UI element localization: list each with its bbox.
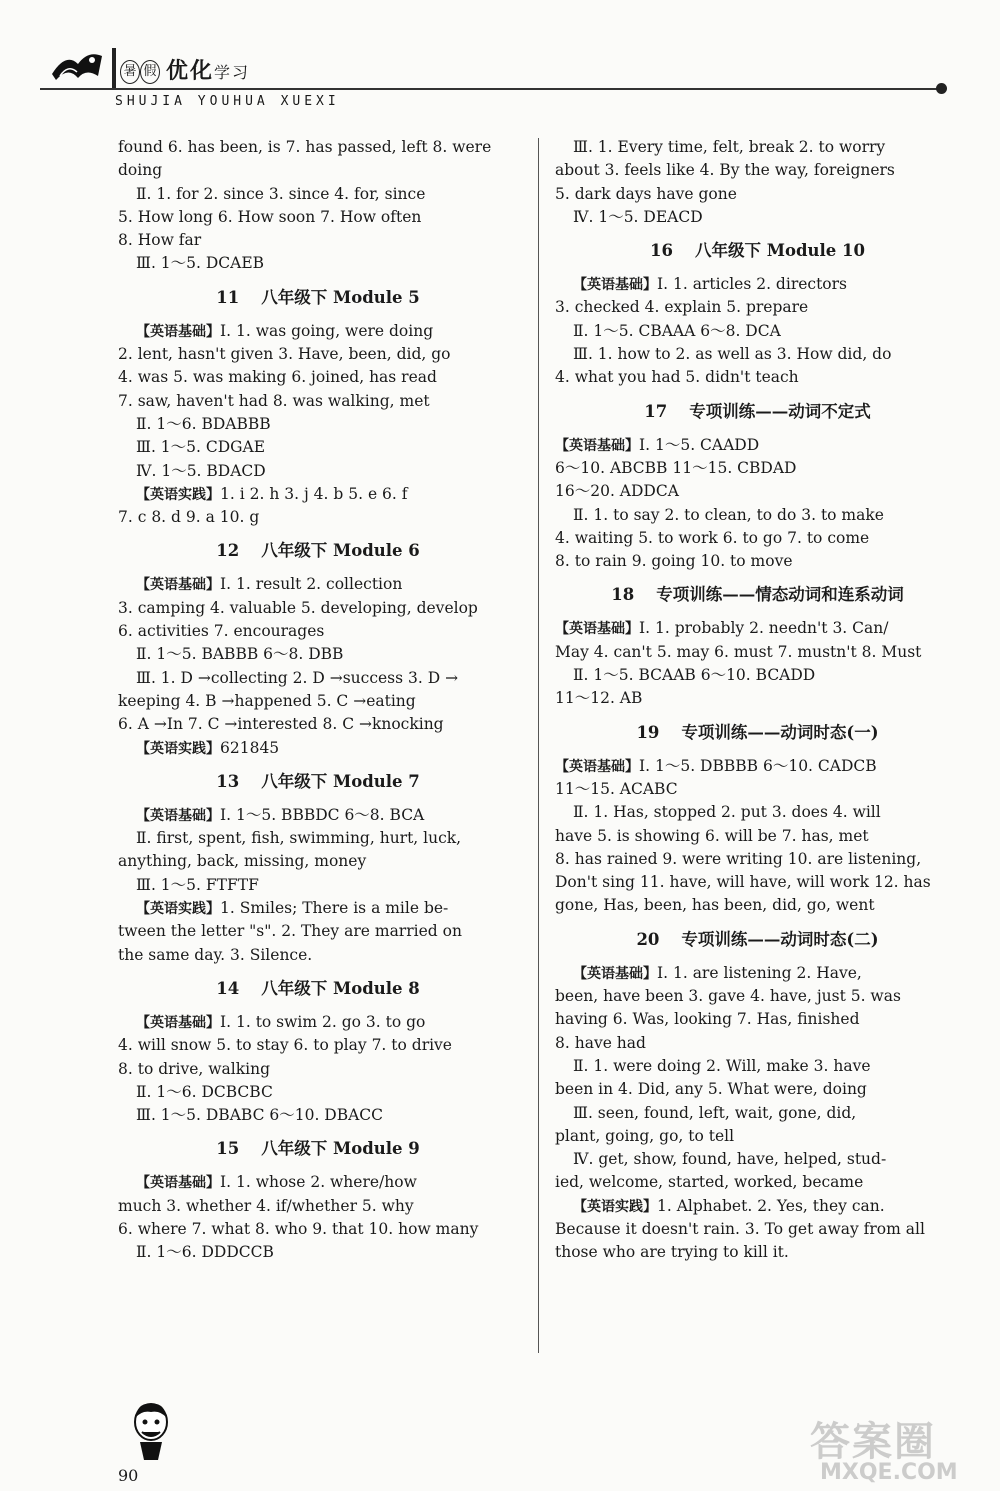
answer-text: Ⅰ. 1. to swim 2. go 3. to go [220, 1012, 426, 1031]
answer-text: ied, welcome, started, worked, became [555, 1173, 864, 1192]
answer-line [118, 690, 518, 713]
answer-line [118, 620, 518, 643]
section-heading [118, 764, 518, 800]
answer-text: Ⅰ. 1～5. CAADD [639, 435, 760, 454]
answer-line [555, 871, 960, 894]
answer-text: Ⅰ. 1. articles 2. directors [657, 275, 848, 294]
answer-line [555, 1125, 960, 1148]
answer-text: Ⅱ. 1. Has, stopped 2. put 3. does 4. will [573, 803, 881, 822]
section-tag: 【英语基础】 [136, 1175, 220, 1192]
answer-line [118, 944, 518, 967]
mascot-icon [130, 1400, 172, 1462]
section-heading [118, 280, 518, 316]
section-title: 专项训练——动词不定式 [689, 401, 871, 421]
header-rule-dot [936, 83, 947, 94]
answer-text: Ⅰ. 1. whose 2. where/how [220, 1173, 417, 1192]
answer-text: Ⅰ. 1. result 2. collection [220, 575, 403, 594]
answer-line [555, 1078, 960, 1101]
section-title: 专项训练——动词时态(二) [681, 929, 879, 949]
answer-text: Ⅱ. 1～6. BDABBB [136, 414, 271, 433]
answer-line [555, 1055, 960, 1078]
answer-line [118, 1034, 518, 1057]
section-tag: 【英语实践】 [136, 901, 220, 918]
answer-line [118, 483, 518, 506]
answer-text: the same day. 3. Silence. [118, 945, 313, 964]
answer-line [118, 1058, 518, 1081]
logo-badge [112, 48, 160, 88]
left-column [118, 136, 518, 1265]
section-number: 20 [636, 929, 660, 949]
answer-text: Ⅰ. 1～5. BBBDC 6～8. BCA [220, 805, 425, 824]
answer-text: about 3. feels like 4. By the way, foreigners [555, 161, 895, 180]
section-tag: 【英语基础】 [555, 437, 639, 454]
answer-line [555, 183, 960, 206]
badge-char-2: 假 [140, 60, 160, 84]
answer-text: 6. where 7. what 8. who 9. that 10. how many [118, 1219, 479, 1238]
page-number: 90 [118, 1466, 139, 1485]
section-heading [118, 533, 518, 569]
section-tag: 【英语基础】 [136, 807, 220, 824]
answer-text: Ⅲ. 1～5. FTFTF [136, 875, 259, 894]
answer-line [555, 434, 960, 457]
answer-text: 4. will snow 5. to stay 6. to play 7. to drive [118, 1036, 452, 1055]
answer-line [555, 457, 960, 480]
answer-text: 3. checked 4. explain 5. prepare [555, 298, 809, 317]
answer-line [555, 1241, 960, 1264]
answer-line [118, 920, 518, 943]
answer-text: Ⅱ. 1～6. DCBCBC [136, 1082, 273, 1101]
answer-text: Ⅱ. 1～5. BABBB 6～8. DBB [136, 645, 344, 664]
page-header [40, 40, 960, 110]
answer-line [118, 874, 518, 897]
answer-text: doing [118, 161, 163, 180]
answer-text: much 3. whether 4. if/whether 5. why [118, 1196, 414, 1215]
answer-text: those who are trying to kill it. [555, 1243, 789, 1262]
answer-text: 3. camping 4. valuable 5. developing, develop [118, 598, 478, 617]
answer-text: been in 4. Did, any 5. What were, doing [555, 1080, 867, 1099]
answer-line [555, 1148, 960, 1171]
answer-text: May 4. can't 5. may 6. must 7. mustn't 8. Must [555, 642, 922, 661]
section-title: 八年级下 Module 7 [261, 771, 420, 791]
answer-line [118, 183, 518, 206]
section-tag: 【英语基础】 [555, 758, 639, 775]
answer-line [118, 343, 518, 366]
answer-line [118, 390, 518, 413]
answer-text: 8. has rained 9. were writing 10. are listening, [555, 849, 922, 868]
answer-line [555, 480, 960, 503]
answer-text: 2. lent, hasn't given 3. Have, been, did, go [118, 345, 451, 364]
section-number: 16 [650, 241, 673, 261]
section-number: 14 [216, 978, 240, 998]
section-number: 11 [216, 287, 240, 307]
answer-text: Ⅲ. 1～5. DCAEB [136, 254, 265, 273]
section-tag: 【英语基础】 [136, 577, 220, 594]
answer-line [555, 664, 960, 687]
section-title: 专项训练——动词时态(一) [681, 722, 879, 742]
header-rule [40, 88, 940, 90]
answer-text: Ⅲ. 1. how to 2. as well as 3. How did, do [573, 345, 892, 364]
answer-line [118, 206, 518, 229]
answer-text: Ⅰ. 1. are listening 2. Have, [657, 963, 862, 982]
section-heading [555, 394, 960, 430]
answer-line [555, 504, 960, 527]
answer-line [118, 850, 518, 873]
answer-line [118, 737, 518, 760]
section-title: 八年级下 Module 6 [261, 541, 420, 561]
answer-line [555, 848, 960, 871]
answer-text: 4. was 5. was making 6. joined, has read [118, 368, 437, 387]
answer-line [555, 617, 960, 640]
answer-line [555, 801, 960, 824]
section-heading [555, 715, 960, 751]
answer-text: Because it doesn't rain. 3. To get away from all [555, 1219, 925, 1238]
answer-line [118, 643, 518, 666]
answer-text: 1. Alphabet. 2. Yes, they can. [657, 1196, 885, 1215]
section-tag: 【英语实践】 [136, 740, 220, 757]
answer-text: 8. to drive, walking [118, 1059, 270, 1078]
answer-line [555, 527, 960, 550]
answer-text: 6. A →In 7. C →interested 8. C →knocking [118, 715, 444, 734]
answer-line [118, 804, 518, 827]
answer-line [555, 825, 960, 848]
answer-line [118, 1171, 518, 1194]
section-number: 15 [216, 1139, 240, 1159]
section-heading [555, 233, 960, 269]
answer-text: Ⅳ. get, show, found, have, helped, stud- [573, 1150, 887, 1169]
section-heading [118, 971, 518, 1007]
section-tag: 【英语实践】 [136, 486, 220, 503]
answer-line [118, 436, 518, 459]
section-number: 17 [644, 401, 668, 421]
answer-text: Ⅱ. 1～5. BCAAB 6～10. BCADD [573, 666, 816, 685]
section-heading [555, 577, 960, 613]
answer-line [118, 229, 518, 252]
answer-line [555, 366, 960, 389]
answer-line [555, 962, 960, 985]
answer-text: 8. How far [118, 231, 202, 250]
answer-line [118, 667, 518, 690]
answer-text: have 5. is showing 6. will be 7. has, met [555, 826, 869, 845]
watermark-cn: 答案圈 [810, 1419, 936, 1465]
badge-char-1: 暑 [120, 60, 140, 84]
answer-line [118, 1218, 518, 1241]
answer-line [118, 827, 518, 850]
watermark [800, 1410, 990, 1490]
answer-text: having 6. Was, looking 7. Has, finished [555, 1010, 860, 1029]
answer-line [118, 1081, 518, 1104]
answer-line [555, 778, 960, 801]
section-tag: 【英语基础】 [136, 1014, 220, 1031]
answer-line [555, 1218, 960, 1241]
answer-text: 11～12. AB [555, 689, 643, 708]
answer-line [555, 687, 960, 710]
right-column [555, 136, 960, 1265]
answer-line [118, 366, 518, 389]
answer-line [555, 206, 960, 229]
answer-text: tween the letter "s". 2. They are married on [118, 922, 462, 941]
answer-text: Ⅱ. 1～6. DDDCCB [136, 1243, 274, 1262]
answer-text: 11～15. ACABC [555, 779, 678, 798]
section-number: 19 [636, 722, 660, 742]
answer-line [118, 159, 518, 182]
column-divider [538, 138, 539, 1353]
section-heading [118, 1131, 518, 1167]
answer-text: 1. i 2. h 3. j 4. b 5. e 6. f [220, 484, 408, 503]
answer-text: gone, Has, been, has been, did, go, went [555, 896, 875, 915]
answer-line [118, 597, 518, 620]
answer-text: 4. waiting 5. to work 6. to go 7. to come [555, 528, 870, 547]
answer-line [555, 296, 960, 319]
answer-text: Ⅳ. 1～5. DEACD [573, 207, 703, 226]
answer-text: 7. c 8. d 9. a 10. g [118, 508, 260, 527]
answer-line [118, 460, 518, 483]
section-tag: 【英语基础】 [573, 965, 657, 982]
answer-text: Ⅱ. 1. to say 2. to clean, to do 3. to make [573, 505, 884, 524]
section-number: 12 [216, 541, 240, 561]
answer-text: Ⅱ. 1. for 2. since 3. since 4. for, since [136, 184, 426, 203]
answer-text: 5. How long 6. How soon 7. How often [118, 207, 422, 226]
answer-line [118, 320, 518, 343]
answer-text: 6～10. ABCBB 11～15. CBDAD [555, 458, 797, 477]
section-tag: 【英语基础】 [136, 323, 220, 340]
answer-line [555, 273, 960, 296]
answer-text: 6. activities 7. encourages [118, 622, 325, 641]
section-tag: 【英语基础】 [555, 621, 639, 638]
answer-text: Ⅲ. 1～5. DBABC 6～10. DBACC [136, 1106, 384, 1125]
answer-text: Ⅲ. 1. D →collecting 2. D →success 3. D → [136, 668, 459, 687]
answer-line [555, 894, 960, 917]
answer-line [118, 1104, 518, 1127]
answer-line [118, 1011, 518, 1034]
answer-line [118, 252, 518, 275]
answer-text: 7. saw, haven't had 8. was walking, met [118, 391, 430, 410]
answer-text: 621845 [220, 738, 280, 757]
answer-text: 1. Smiles; There is a mile be- [220, 899, 449, 918]
answer-text: 8. have had [555, 1033, 646, 1052]
answer-text: Ⅰ. 1～5. DBBBB 6～10. CADCB [639, 756, 877, 775]
answer-line [118, 897, 518, 920]
answer-line [555, 136, 960, 159]
answer-line [555, 159, 960, 182]
answer-line [118, 1241, 518, 1264]
answer-text: 4. what you had 5. didn't teach [555, 368, 799, 387]
answer-line [118, 413, 518, 436]
answer-line [555, 320, 960, 343]
answer-text: Ⅱ. 1. were doing 2. Will, make 3. have [573, 1056, 871, 1075]
section-title: 八年级下 Module 5 [261, 287, 420, 307]
section-title: 八年级下 Module 10 [694, 241, 865, 261]
answer-text: plant, going, go, to tell [555, 1126, 735, 1145]
answer-text: keeping 4. B →happened 5. C →eating [118, 691, 416, 710]
answer-text: Ⅳ. 1～5. BDACD [136, 461, 266, 480]
answer-line [555, 1102, 960, 1125]
section-number: 13 [216, 771, 240, 791]
brand-bold: 优化 [166, 59, 215, 84]
watermark-en: MXQE.COM [820, 1460, 958, 1485]
brand-title [166, 54, 250, 85]
answer-text: Ⅰ. 1. was going, were doing [220, 321, 434, 340]
section-number: 18 [611, 585, 635, 605]
answer-line [555, 343, 960, 366]
book-logo-icon [48, 46, 106, 86]
answer-text: 16～20. ADDCA [555, 482, 679, 501]
answer-text: Ⅲ. 1. Every time, felt, break 2. to worry [573, 138, 886, 156]
answer-line [118, 573, 518, 596]
answer-text: Ⅲ. seen, found, left, wait, gone, did, [573, 1103, 857, 1122]
answer-line [555, 1032, 960, 1055]
answer-text: Ⅰ. 1. probably 2. needn't 3. Can/ [639, 619, 889, 638]
answer-text: been, have been 3. gave 4. have, just 5. was [555, 987, 901, 1006]
brand-light: 学习 [214, 63, 251, 82]
answer-text: Ⅲ. 1～5. CDGAE [136, 438, 266, 457]
section-tag: 【英语实践】 [573, 1198, 657, 1215]
section-heading [555, 922, 960, 958]
answer-line [118, 713, 518, 736]
answer-text: found 6. has been, is 7. has passed, left 8. were [118, 138, 492, 156]
brand-pinyin: SHUJIA YOUHUA XUEXI [115, 94, 340, 109]
section-title: 专项训练——情态动词和连系动词 [656, 585, 904, 605]
answer-line [118, 136, 518, 159]
answer-line [118, 1195, 518, 1218]
answer-text: anything, back, missing, money [118, 852, 367, 871]
answer-text: Ⅱ. first, spent, fish, swimming, hurt, luck, [136, 829, 462, 848]
section-tag: 【英语基础】 [573, 277, 657, 294]
answer-text: 5. dark days have gone [555, 184, 737, 203]
answer-line [555, 1008, 960, 1031]
answer-line [555, 985, 960, 1008]
answer-line [555, 641, 960, 664]
section-title: 八年级下 Module 8 [261, 978, 420, 998]
answer-line [555, 1195, 960, 1218]
answer-text: 8. to rain 9. going 10. to move [555, 552, 793, 571]
answer-line [555, 550, 960, 573]
answer-line [118, 506, 518, 529]
answer-line [555, 1171, 960, 1194]
answer-text: Don't sing 11. have, will have, will work 12. has [555, 873, 931, 892]
answer-text: Ⅱ. 1～5. CBAAA 6～8. DCA [573, 321, 781, 340]
answer-line [555, 755, 960, 778]
section-title: 八年级下 Module 9 [261, 1139, 420, 1159]
